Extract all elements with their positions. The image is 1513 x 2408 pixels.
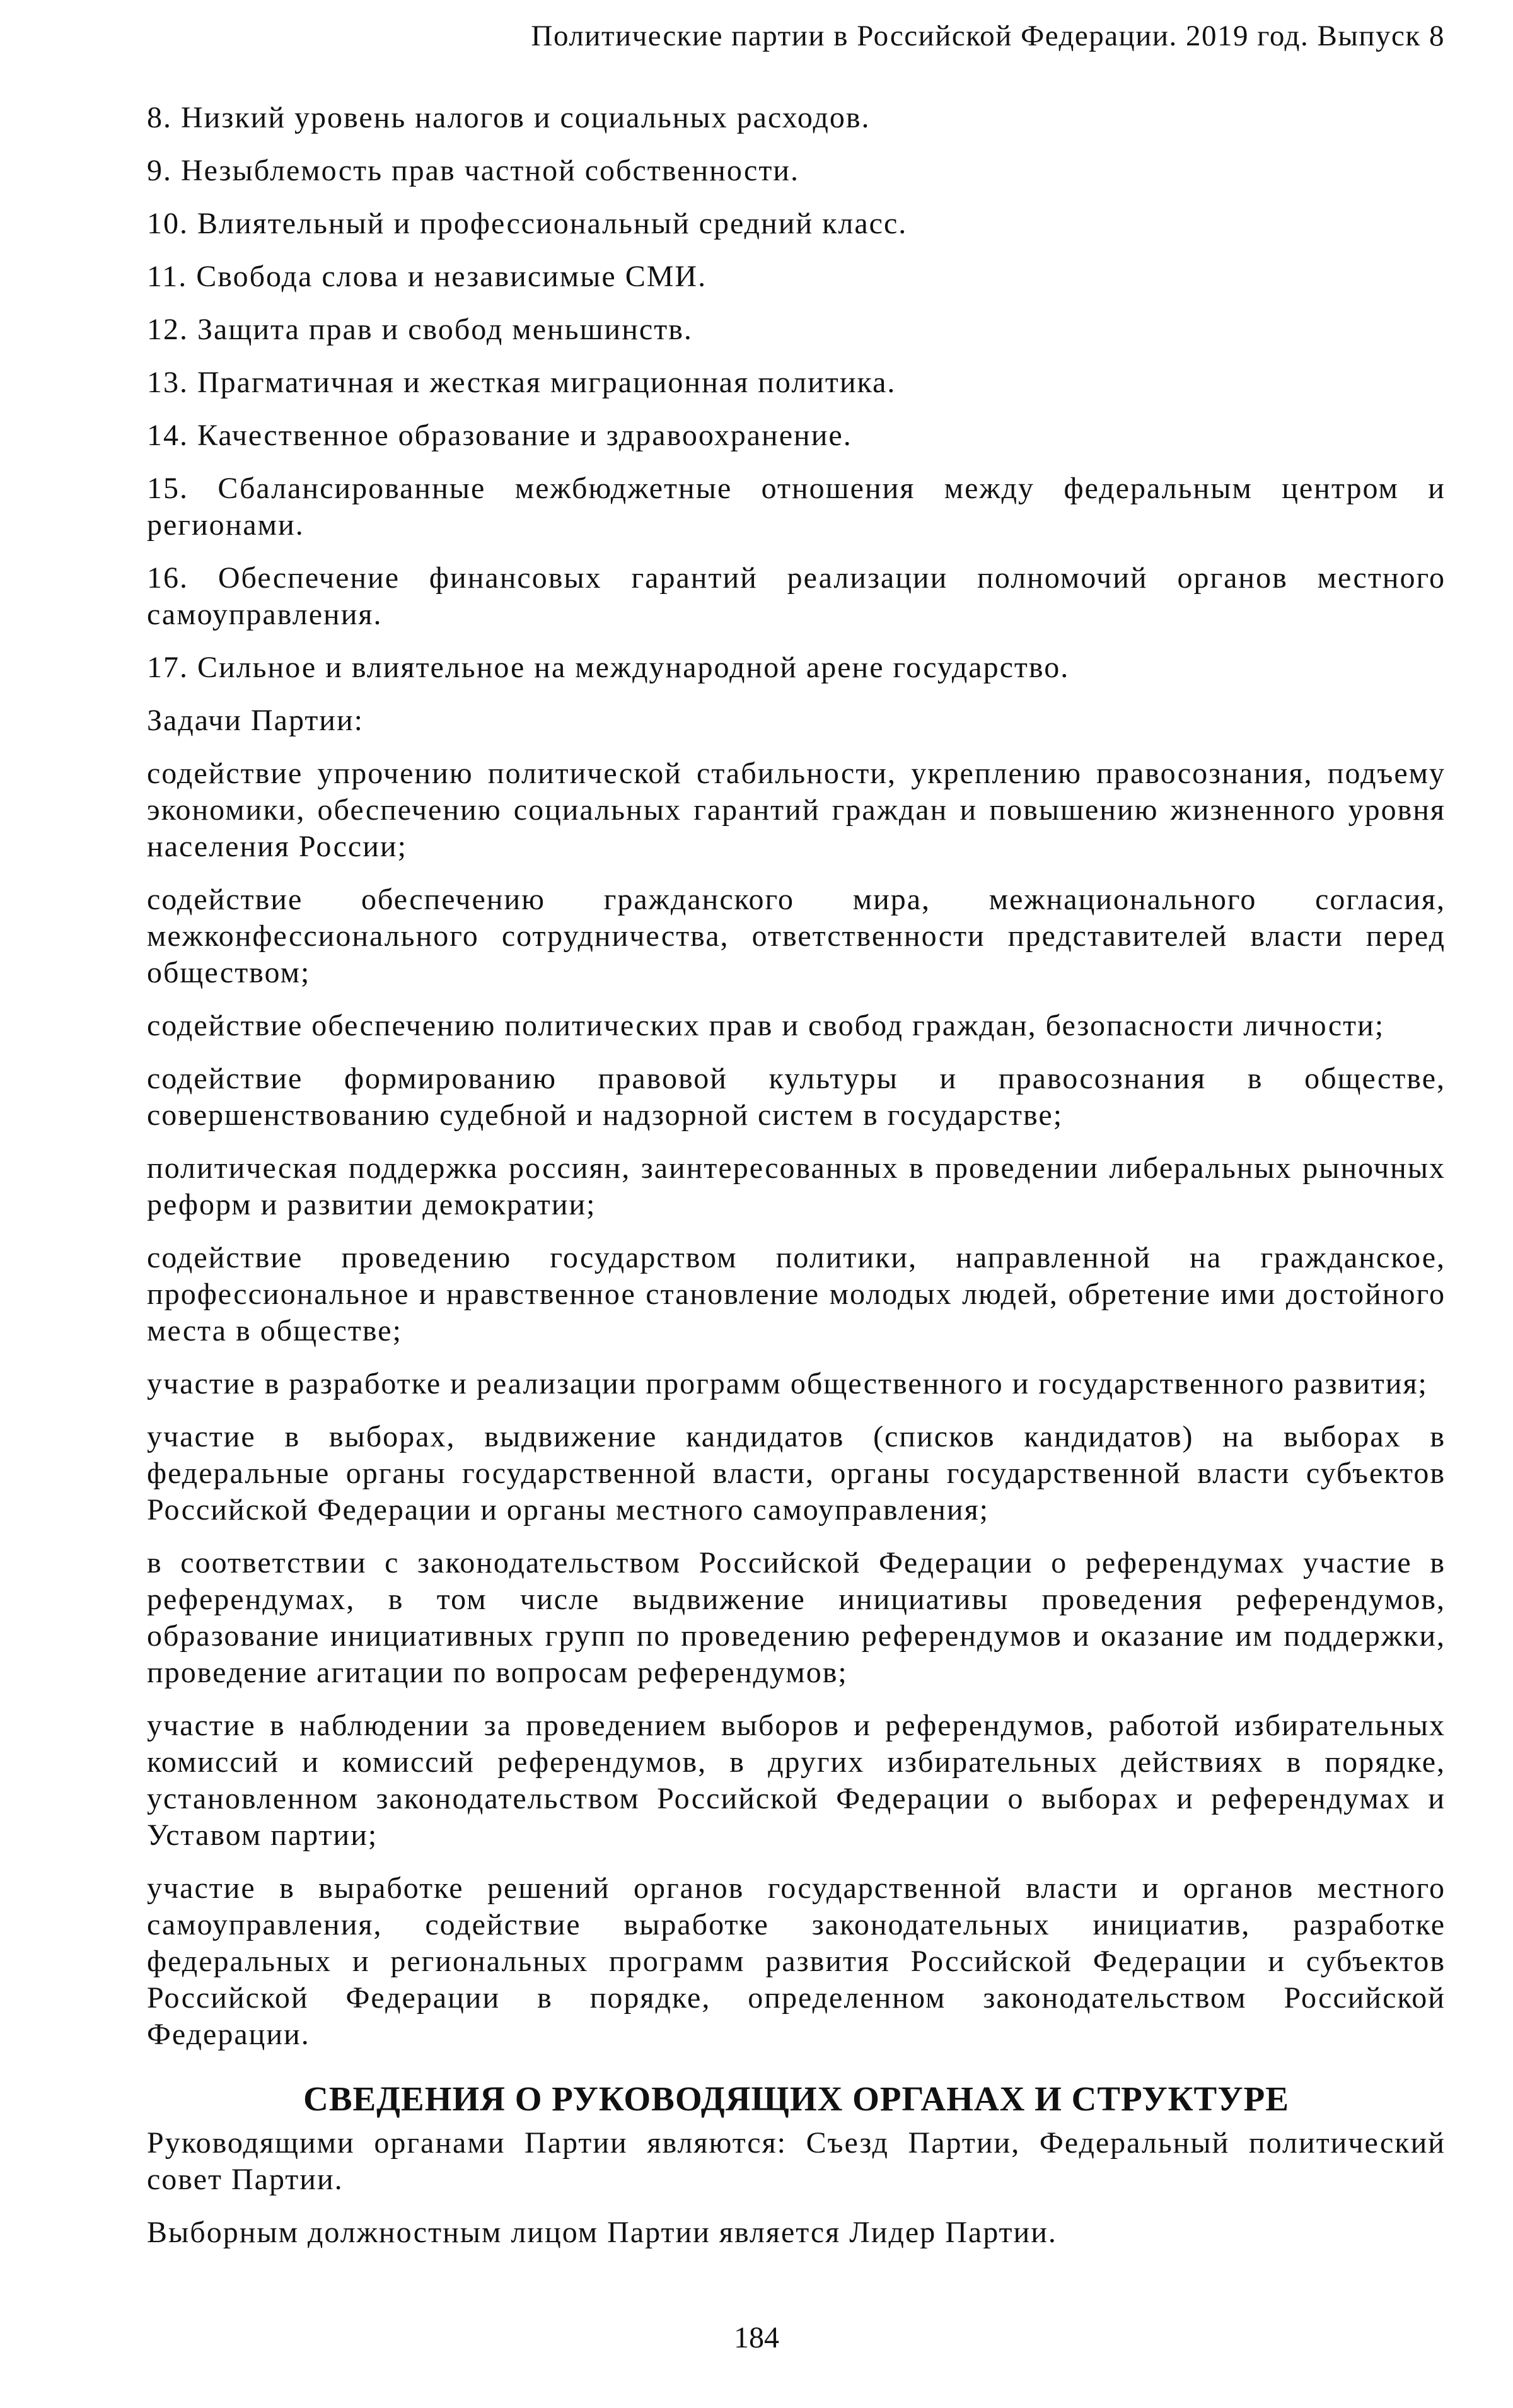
tasks-title: Задачи Партии: [147, 704, 364, 737]
task-item: участие в выборах, выдвижение кандидатов (списков кандидатов) на выборах в федеральные органы государственной власти, органы государственной власти субъектов Российской Федерации и органы местного самоуправления; [147, 1420, 1446, 1527]
page-number: 184 [734, 2321, 779, 2354]
task-item: содействие формированию правовой культуры и правосознания в обществе, совершенствованию судебной и надзорной систем в государстве; [147, 1062, 1446, 1132]
task-item: содействие обеспечению гражданского мира, межнационального согласия, межконфессионального сотрудничества, ответственности представителей власти перед обществом; [147, 883, 1446, 989]
principle-item: 11. Свобода слова и независимые СМИ. [147, 260, 707, 293]
principle-item: 10. Влиятельный и профессиональный средний класс. [147, 207, 908, 240]
principle-item: 12. Защита прав и свобод меньшинств. [147, 313, 693, 346]
section-paragraph: Руководящими органами Партии являются: Съезд Партии, Федеральный политический совет Партии. [147, 2126, 1446, 2196]
principle-item: 15. Сбалансированные межбюджетные отношения между федеральным центром и регионами. [147, 472, 1446, 542]
task-item: содействие проведению государством политики, направленной на гражданское, профессиональное и нравственное становление молодых людей, обретение ими достойного места в обществе; [147, 1241, 1446, 1347]
leadership-section [147, 2081, 1446, 2267]
task-item: содействие упрочению политической стабильности, укреплению правосознания, подъему экономики, обеспечению социальных гарантий граждан и повышению жизненного уровня населения России; [147, 757, 1446, 863]
section-heading: СВЕДЕНИЯ О РУКОВОДЯЩИХ ОРГАНАХ И СТРУКТУРЕ [303, 2079, 1289, 2118]
principle-item: 14. Качественное образование и здравоохранение. [147, 419, 852, 452]
task-item: участие в наблюдении за проведением выборов и референдумов, работой избирательных комиссий и комиссий референдумов, в других избирательных действиях в порядке, установленном законодательством Российской Федерации о выборах и референдумах и Уставом партии; [147, 1709, 1446, 1852]
running-header: Политические партии в Российской Федерации. 2019 год. Выпуск 8 [531, 20, 1445, 52]
section-paragraph: Выборным должностным лицом Партии является Лидер Партии. [147, 2216, 1057, 2249]
task-item: участие в разработке и реализации программ общественного и государственного развития; [147, 1367, 1428, 1400]
principle-item: 16. Обеспечение финансовых гарантий реализации полномочий органов местного самоуправления. [147, 561, 1446, 631]
principle-item: 8. Низкий уровень налогов и социальных расходов. [147, 101, 871, 134]
task-item: в соответствии с законодательством Российской Федерации о референдумах участие в референдумах, в том числе выдвижение инициативы проведения референдумов, образование инициативных групп по проведению референдумов и оказание им поддержки, проведение агитации по вопросам референдумов; [147, 1546, 1446, 1689]
task-item: политическая поддержка россиян, заинтересованных в проведении либеральных рыночных реформ и развитии демократии; [147, 1151, 1446, 1221]
principle-item: 13. Прагматичная и жесткая миграционная политика. [147, 366, 896, 399]
principle-item: 17. Сильное и влиятельное на международной арене государство. [147, 651, 1070, 684]
page-body [147, 100, 1446, 2069]
principle-item: 9. Незыблемость прав частной собственности. [147, 154, 799, 187]
task-item: участие в выработке решений органов государственной власти и органов местного самоуправления, содействие выработке законодательных инициатив, разработке федеральных и региональных программ развития Российской Федерации и субъектов Российской Федерации в порядке, определенном законодательством Российской Федерации. [147, 1871, 1446, 2051]
task-item: содействие обеспечению политических прав и свобод граждан, безопасности личности; [147, 1009, 1385, 1042]
